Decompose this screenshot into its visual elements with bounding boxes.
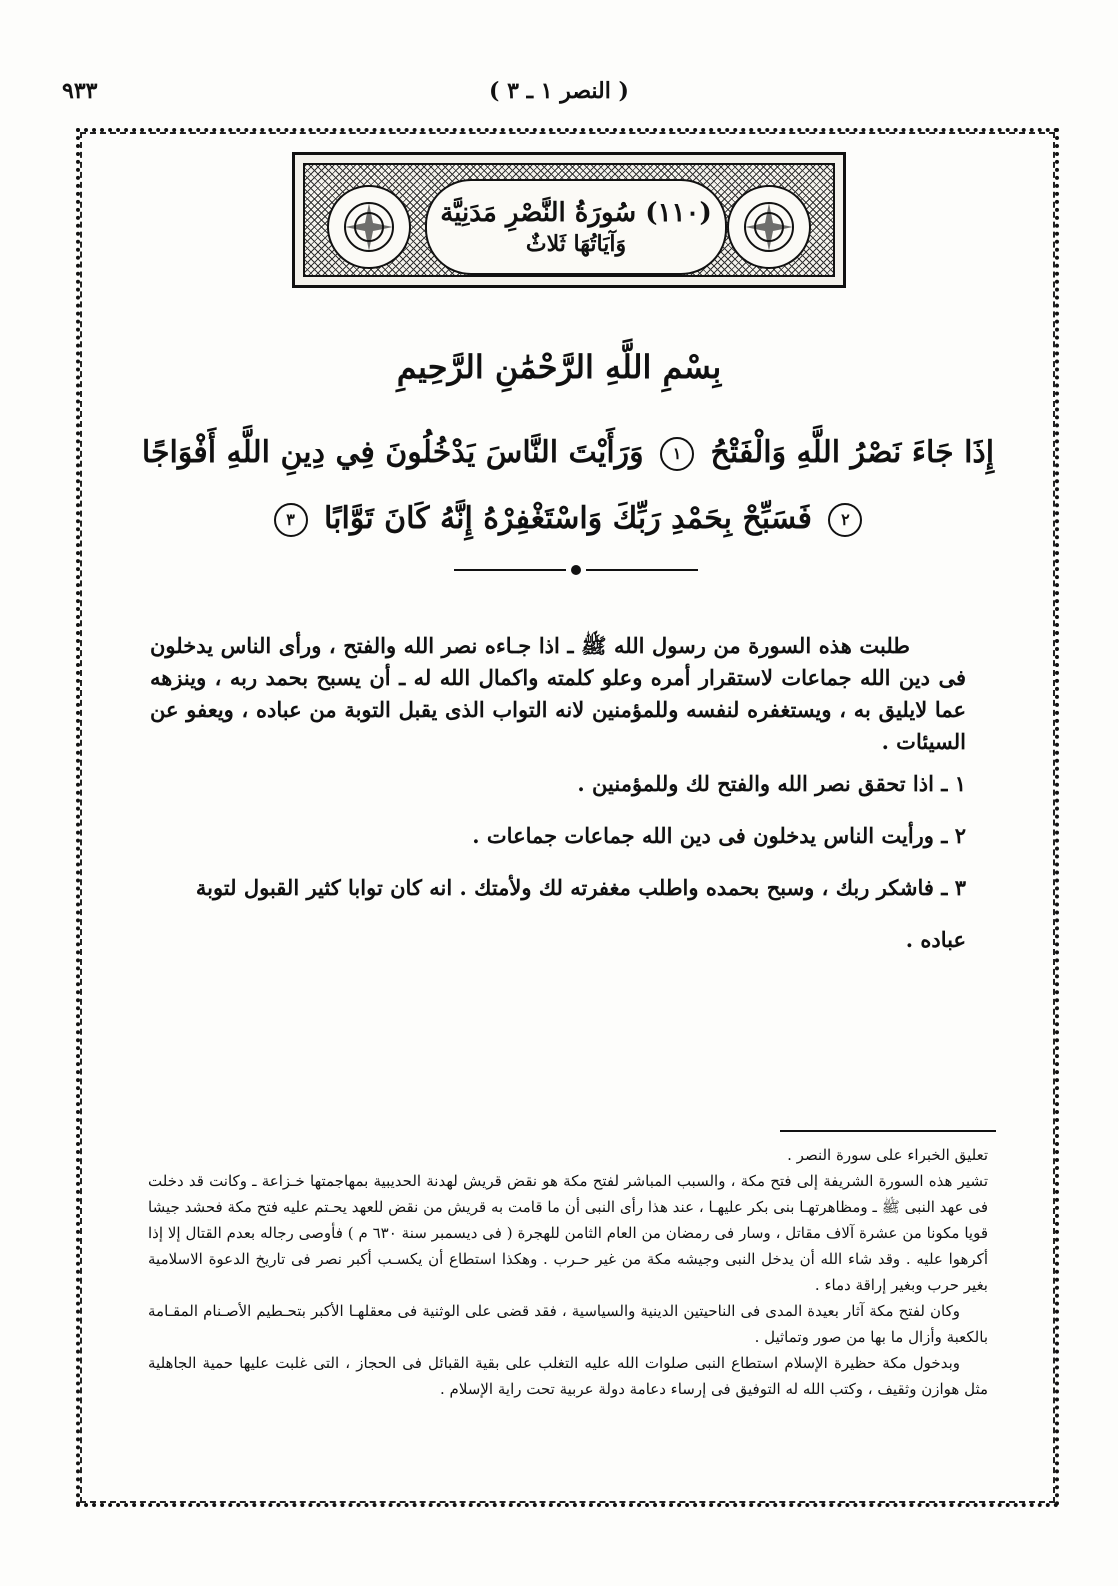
verse-meanings-list: [150, 758, 966, 952]
footnote-divider: [780, 1130, 996, 1132]
list-item: ١ ـ اذا تحقق نصر الله والفتح لك وللمؤمنين .: [577, 771, 966, 796]
title-box-pattern: [303, 163, 835, 277]
surah-title: (١١٠) سُورَةُ النَّصْرِ مَدَنِيَّة: [440, 198, 712, 228]
page-number: ٩٣٣: [62, 78, 98, 104]
explanation-text: طلبت هذه السورة من رسول الله ﷺ ـ اذا جـاءه نصر الله والفتح ، ورأى الناس يدخلون فى دين الله جماعات لاستقرار أمره وعلو كلمته واكمال الله له ـ أن يسبح بحمد ربه ، وينزهه عما لايليق به ، ويستغفره لنفسه وللمؤمنين لانه التواب الذى يقبل التوبة من عباده ، ويعفو عن السيئات .: [150, 633, 966, 754]
verse-number: ٣: [274, 503, 308, 537]
list-item: ٣ ـ فاشكر ربك ، وسبح بحمده واطلب مغفرته لك ولأمتك . انه كان توابا كثير القبول لتوبة عباده .: [195, 875, 966, 952]
footnote-heading: تعليق الخبراء على سورة النصر .: [787, 1146, 988, 1164]
surah-title-box: [292, 152, 846, 288]
footnote-paragraph: وكان لفتح مكة آثار بعيدة المدى فى الناحيتين الدينية والسياسية ، فقد قضى على الوثنية فى معقلهـا الأكبر بتحـطيم الأصـنام المقـامة بالكعبة وأزال ما بها من صور وتماثيل .: [148, 1302, 988, 1346]
verse-text: فَسَبِّحْ بِحَمْدِ رَبِّكَ وَاسْتَغْفِرْهُ إِنَّهُ كَانَ تَوَّابًا: [324, 501, 812, 536]
verse-number: ٢: [828, 503, 862, 537]
footnote-paragraph: وبدخول مكة حظيرة الإسلام استطاع النبى صلوات الله عليه التغلب على بقية القبائل فى الحجاز ، التى غلبت عليها حمية الجاهلية مثل هوازن وثقيف ، وكتب الله له التوفيق فى إرساء دعامة دولة عربية تحت راية الإسلام .: [148, 1354, 988, 1398]
running-header: ( النصر ١ ـ ٣ ): [489, 78, 629, 104]
footnote: [148, 1142, 988, 1402]
footnote-paragraph: تشير هذه السورة الشريفة إلى فتح مكة ، والسبب المباشر لفتح مكة هو نقض قريش لهدنة الحديبية بمهاجمتها خـزاعة ـ وكانت قد دخلت فى عهد النبى ﷺ ـ ومظاهرتهـا بنى بكر عليهـا ، عند هذا رأى النبى أن ما قامت به قريش من نقض للعهد يحـتم عليه فتح مكة فحشد جيشا قويا مكونا من عشرة آلاف مقاتل ، وسار فى رمضان من العام الثامن للهجرة ( فى ديسمبر سنة ٦٣٠ م ) فأوصى رجاله بعدم القتال إلا إذا أكرهوا عليه . وقد شاء الله أن يدخل النبى وجيشه مكة من غير حـرب . وهكذا استطاع أن يكسـب أكبر نصر فى تاريخ الدعوة الاسلامية بغير حرب وبغير إراقة دماء .: [148, 1172, 988, 1294]
verse-text: إِذَا جَاءَ نَصْرُ اللَّهِ وَالْفَتْحُ: [710, 435, 995, 470]
rosette-ornament-icon: [727, 185, 811, 269]
surah-verse-count: وَآيَاتُهَا ثَلاثٌ: [525, 231, 627, 257]
verse-number: ١: [660, 437, 694, 471]
section-separator: [454, 562, 698, 578]
quran-verses: [128, 420, 1008, 552]
rosette-ornament-icon: [327, 185, 411, 269]
explanation-paragraph: [150, 630, 966, 758]
verse-text: وَرَأَيْتَ النَّاسَ يَدْخُلُونَ فِي دِينِ اللَّهِ أَفْوَاجًا: [141, 435, 644, 470]
basmala: بِسْمِ اللَّهِ الرَّحْمَٰنِ الرَّحِيمِ: [396, 348, 722, 386]
title-cartouche: [425, 179, 727, 275]
list-item: ٢ ـ ورأيت الناس يدخلون فى دين الله جماعات جماعات .: [472, 823, 966, 848]
